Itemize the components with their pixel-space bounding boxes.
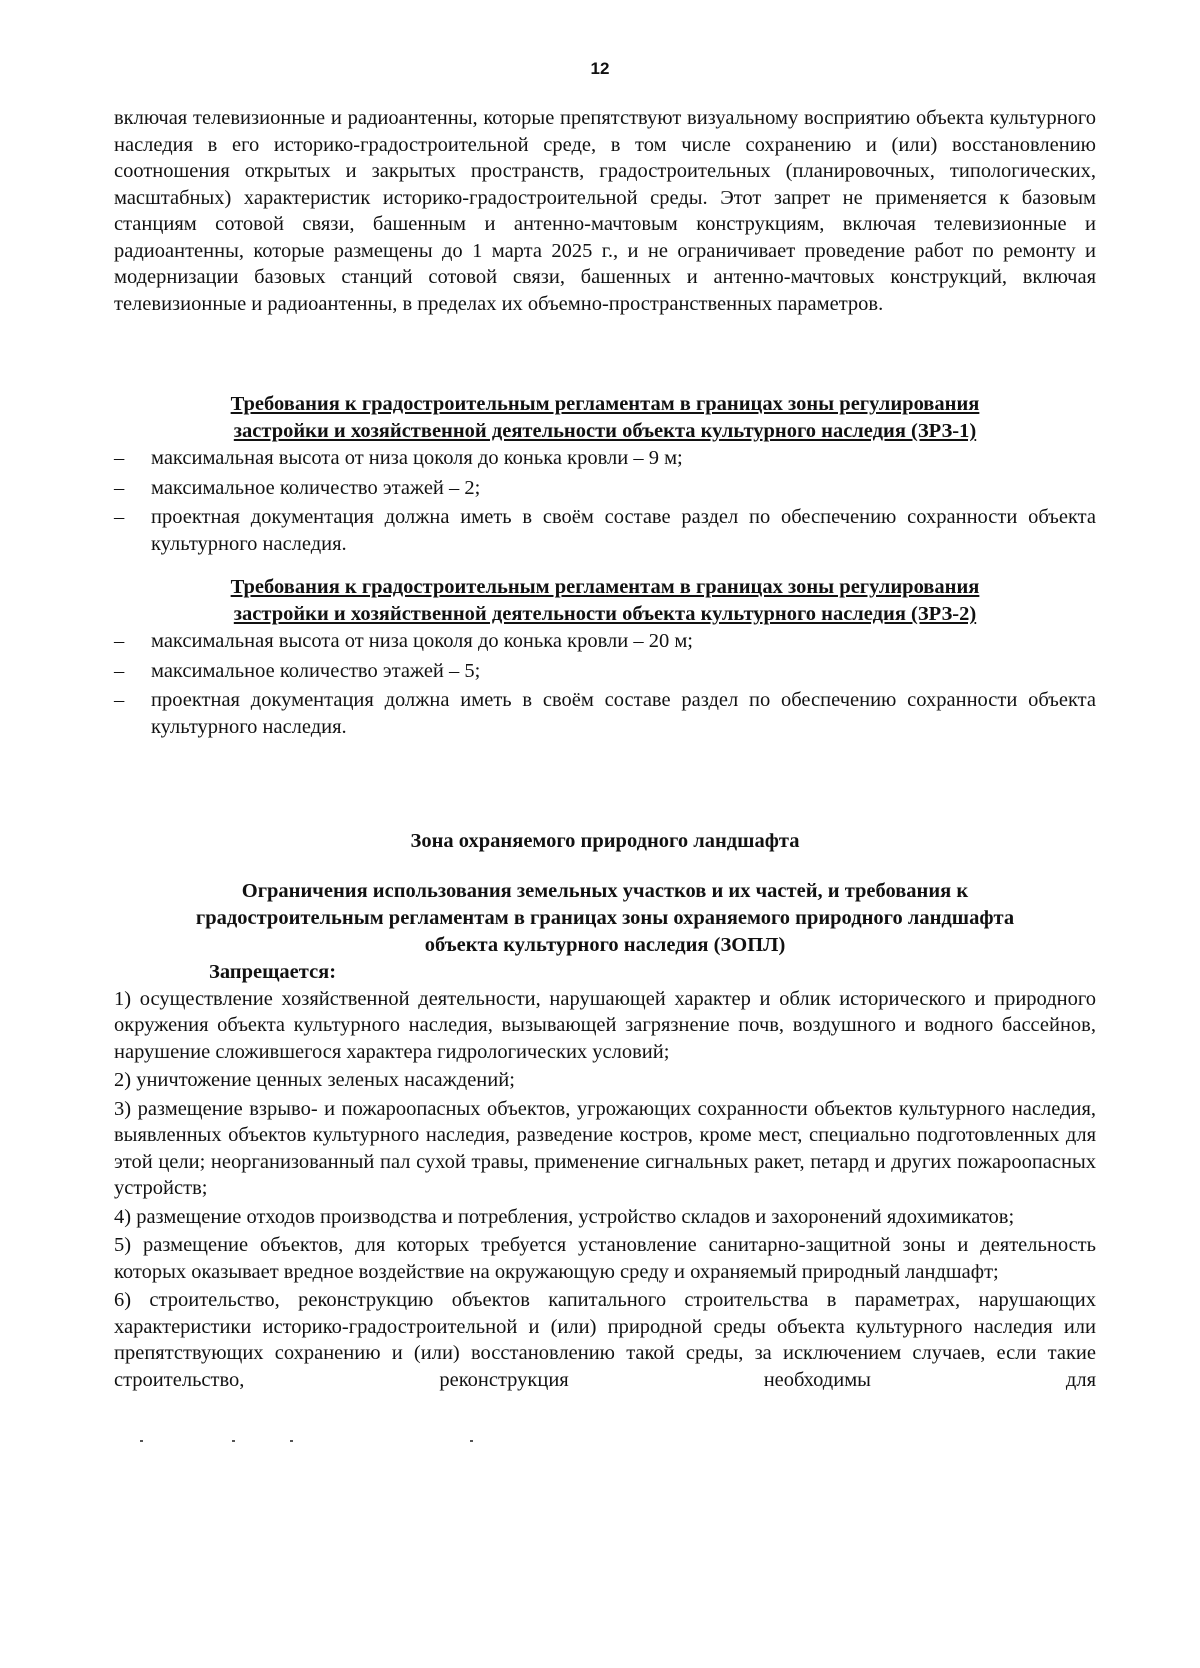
zopl-title: Зона охраняемого природного ландшафта — [410, 830, 800, 852]
list-item-text: максимальная высота от низа цоколя до конька кровли – 9 м; — [151, 447, 683, 469]
prohibition-item-3: 3) размещение взрыво- и пожароопасных объектов, угрожающих сохранности объектов культурного наследия, выявленных объектов культурного наследия, разведение костров, кроме мест, специально подготовленных для этой цели; неорганизованный пал сухой травы, применение сигнальных ракет, петард и других пожароопасных устройств; — [114, 1097, 1096, 1199]
list-item-text: максимальная высота от низа цоколя до конька кровли – 20 м; — [151, 630, 693, 652]
zrz1-item-floors — [114, 475, 1096, 502]
zrz1-heading-line1: Требования к градостроительным регламентам в границах зоны регулирования — [230, 393, 980, 415]
cut-off-text-fragments — [140, 1440, 480, 1442]
prohibition-item-2: 2) уничтожение ценных зеленых насаждений; — [114, 1069, 515, 1091]
zopl-subtitle-line3: объекта культурного наследия (ЗОПЛ) — [424, 934, 786, 956]
dash-mark: – — [114, 659, 125, 682]
zrz1-item-documentation — [114, 504, 1096, 557]
dash-mark: – — [114, 689, 125, 711]
zrz1-list — [114, 445, 1096, 557]
prohibition-item-1: 1) осуществление хозяйственной деятельности, нарушающей характер и облик исторического и природного окружения объекта культурного наследия, вызывающей загрязнение почв, воздушного и водного бассейнов, нарушение сложившегося характера гидрологических условий; — [114, 987, 1096, 1063]
zrz2-section — [114, 574, 1096, 743]
zopl-subtitle-line1: Ограничения использования земельных участков и их частей, и требования к — [241, 880, 969, 902]
zrz2-heading-line2: застройки и хозяйственной деятельности объекта культурного наследия (ЗРЗ-2) — [233, 603, 977, 625]
dash-mark: – — [114, 476, 125, 499]
zrz2-item-documentation — [114, 687, 1096, 740]
page-number: 12 — [590, 59, 610, 78]
zrz1-section — [114, 391, 1096, 560]
dash-mark: – — [114, 506, 125, 528]
zopl-subtitle-line2: градостроительным регламентам в границах зоны охраняемого природного ландшафта — [195, 907, 1015, 929]
zrz1-heading-line2: застройки и хозяйственной деятельности объекта культурного наследия (ЗРЗ-1) — [233, 420, 977, 442]
dash-mark: – — [114, 630, 125, 652]
zrz2-item-floors — [114, 658, 1096, 685]
zrz2-list — [114, 628, 1096, 740]
prohibited-label: Запрещается: — [209, 961, 337, 983]
list-item-text: максимальное количество этажей – 5; — [151, 659, 481, 682]
dash-mark: – — [114, 447, 125, 469]
list-item-text: проектная документация должна иметь в своём составе раздел по обеспечению сохранности объекта культурного наследия. — [151, 689, 1096, 738]
zrz1-item-height — [114, 445, 1096, 472]
intro-paragraph: включая телевизионные и радиоантенны, которые препятствуют визуальному восприятию объекта культурного наследия в его историко-градостроительной среде, в том числе сохранению и (или) восстановлению соотношения открытых и закрытых пространств, градостроительных (планировочных, типологических, масштабных) характеристик историко-градостроительной среды. Этот запрет не применяется к базовым станциям сотовой связи, башенным и антенно-мачтовым конструкциям, включая телевизионные и радиоантенны, которые размещены до 1 марта 2025 г., и не ограничивает проведение работ по ремонту и модернизации базовых станций сотовой связи, башенных и антенно-мачтовых конструкций, включая телевизионные и радиоантенны, в пределах их объемно-пространственных параметров. — [114, 107, 1096, 315]
zopl-section — [114, 828, 1096, 1395]
prohibition-item-6: 6) строительство, реконструкцию объектов капитального строительства в параметрах, нарушающих характеристики историко-градостроительной и (или) природной среды объекта культурного наследия или препятствующих сохранению и (или) восстановлению такой среды, за исключением случаев, если такие строительство, реконструкция необходимы для — [114, 1289, 1096, 1391]
prohibition-item-4: 4) размещение отходов производства и потребления, устройство складов и захоронений ядохимикатов; — [114, 1205, 1015, 1228]
list-item-text: максимальное количество этажей – 2; — [151, 476, 481, 499]
zrz2-item-height — [114, 628, 1096, 655]
zrz2-heading-line1: Требования к градостроительным регламентам в границах зоны регулирования — [230, 576, 980, 598]
list-item-text: проектная документация должна иметь в своём составе раздел по обеспечению сохранности объекта культурного наследия. — [151, 506, 1096, 555]
prohibition-item-5: 5) размещение объектов, для которых требуется установление санитарно-защитной зоны и деятельность которых оказывает вредное воздействие на окружающую среду и охраняемый природный ландшафт; — [114, 1234, 1096, 1283]
